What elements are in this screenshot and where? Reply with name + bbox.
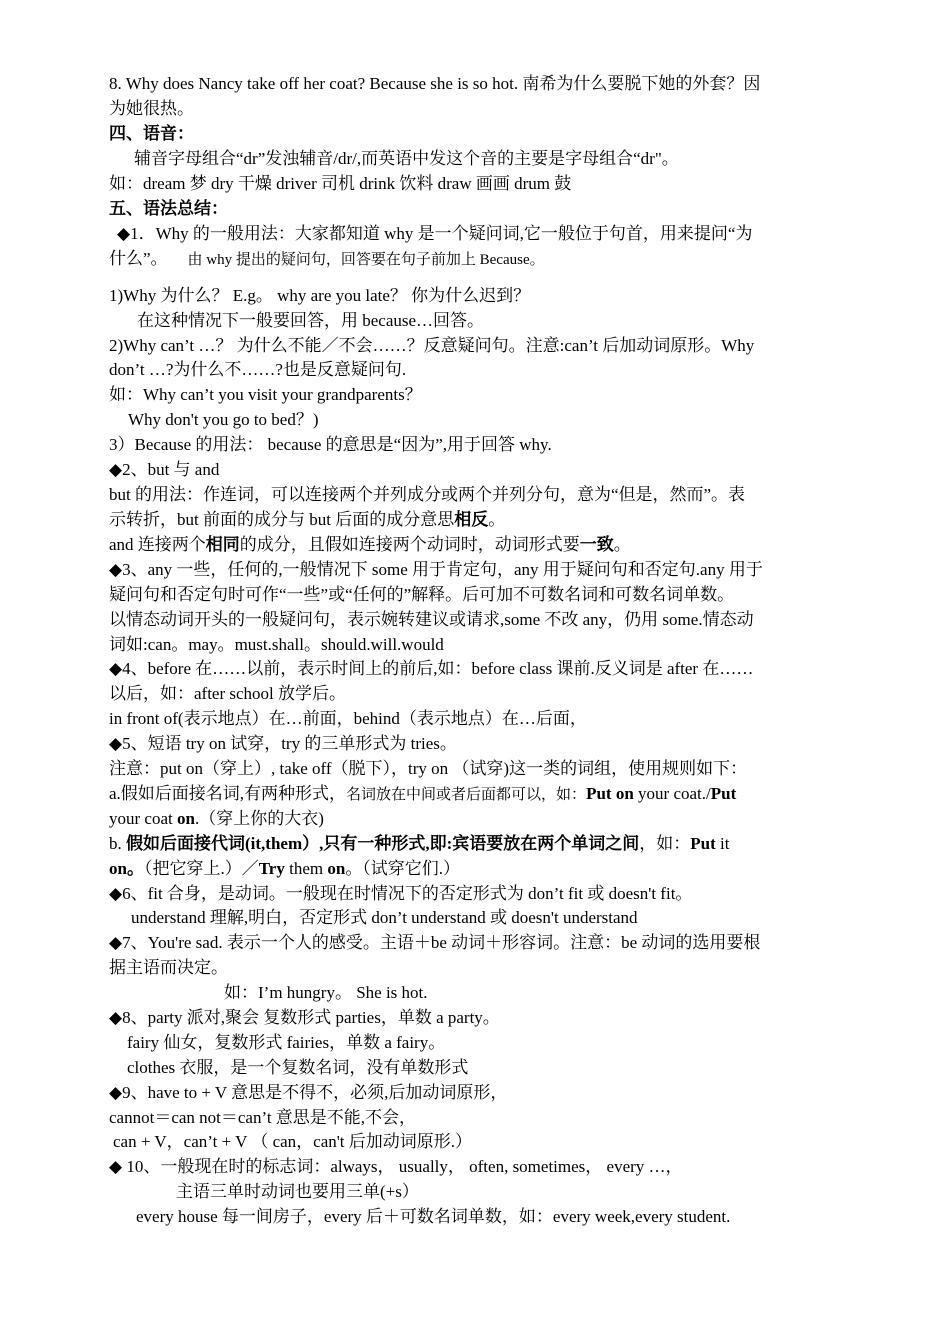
text-line: 辅音字母组合“dr”发浊辅音/dr/,而英语中发这个音的主要是字母组合“dr"。 [134, 149, 679, 168]
text-line: 注意：put on（穿上）, take off（脱下），try on （试穿)这一类的词组，使用规则如下： [109, 759, 748, 778]
text-line: 2)Why can’t …？ 为什么不能／不会……？反意疑问句。注意:can’t 后加动词原形。Why [109, 336, 755, 355]
text-span: on [327, 859, 346, 878]
text-line: in front of(表示地点）在…前面，behind（表示地点）在…后面， [109, 709, 587, 728]
text-line: 疑问句和否定句时可作“一些”或“任何的”解释。后可加不可数名词和可数名词单数。 [109, 585, 735, 604]
text-line [109, 783, 736, 806]
text-span: 相同 [205, 535, 240, 554]
text-line: 据主语而决定。 [109, 958, 228, 977]
text-line: understand 理解,明白，否定形式 don’t understand 或 doesn't understand [131, 908, 638, 927]
text-line: 在这种情况下一般要回答，用 because…回答。 [137, 311, 485, 330]
text-line: ◆9、have to + V 意思是不得不，必须,后加动词原形， [109, 1083, 508, 1102]
text-line: 以后，如：after school 放学后。 [109, 684, 347, 703]
text-span: your coat [109, 809, 177, 828]
text-span: 。 [488, 510, 506, 529]
text-span: 名词放在中间或者后面都可以，如： [346, 787, 587, 803]
text-line: fairy 仙女，复数形式 fairies，单数 a fairy。 [127, 1033, 446, 1052]
text-line: 以情态动词开头的一般疑问句，表示婉转建议或请求,some 不改 any，仍用 some.情态动 [109, 610, 754, 629]
text-span: .（穿上你的大衣) [194, 809, 324, 828]
text-line: 1)Why 为什么？ E.g。 why are you late？ 你为什么迟到？ [109, 286, 531, 305]
text-line: 如：Why can’t you visit your grandparents？ [109, 385, 422, 404]
text-line: 3）Because 的用法： because 的意思是“因为”,用于回答 why. [109, 435, 552, 454]
text-line: ◆7、You're sad. 表示一个人的感受。主语＋be 动词＋形容词。注意：be 动词的选用要根 [109, 933, 761, 952]
text-line: 为她很热。 [109, 99, 194, 118]
text-span: 示转折，but 前面的成分与 but 后面的成分意思 [109, 510, 455, 529]
section-heading: 四、语音： [109, 124, 194, 143]
text-span: 由 why 提出的疑问句，回答要在句子前加上 Because。 [187, 252, 545, 268]
text-span: ，如： [639, 834, 691, 853]
text-line: ◆2、but 与 and [109, 460, 220, 479]
text-line [109, 509, 505, 531]
text-line: every house 每一间房子，every 后＋可数名词单数，如：every week,every student. [136, 1207, 731, 1226]
text-line: 主语三单时动词也要用三单(+s） [176, 1182, 419, 1201]
text-line: ◆1．Why 的一般用法：大家都知道 why 是一个疑问词,它一般位于句首，用来提问“为 [117, 224, 753, 243]
text-line: ◆3、any 一些，任何的,一般情况下 some 用于肯定句，any 用于疑问句和否定句.any 用于 [109, 560, 763, 579]
text-line: don’t …?为什么不……?也是反意疑问句. [109, 360, 407, 379]
text-line: ◆4、before 在……以前，表示时间上的前后,如：before class 课前.反义词是 after 在…… [109, 659, 754, 678]
text-line: ◆8、party 派对,聚会 复数形式 parties，单数 a party。 [109, 1008, 500, 1027]
text-span: it [715, 834, 730, 853]
text-line [109, 808, 324, 830]
text-line: 如：I’m hungry。 She is hot. [224, 983, 428, 1002]
text-line: ◆5、短语 try on 试穿，try 的三单形式为 tries。 [109, 734, 457, 753]
text-line: Why don't you go to bed？) [128, 410, 319, 429]
text-span: （把它穿上.）／ [143, 859, 259, 878]
text-line [109, 858, 460, 880]
text-span: Try [258, 859, 285, 878]
text-line: clothes 衣服，是一个复数名词，没有单数形式 [127, 1058, 469, 1077]
text-span: on。 [109, 859, 144, 878]
text-line: 8. Why does Nancy take off her coat? Because she is so hot. 南希为什么要脱下她的外套？因 [109, 74, 761, 93]
text-span: b. [109, 834, 126, 853]
text-span: 什么”。 [109, 249, 168, 268]
text-span: 相反 [454, 510, 489, 529]
text-span: Put [710, 784, 737, 803]
text-line: can + V，can’t + V （ can，can't 后加动词原形.） [113, 1132, 473, 1151]
text-line: ◆ 10、一般现在时的标志词：always， usually， often, sometimes， every …， [109, 1157, 683, 1176]
text-span: Put on [586, 784, 634, 803]
text-span: 一致 [579, 535, 614, 554]
text-span: your coat./ [633, 784, 711, 803]
text-line [109, 534, 631, 556]
text-span: 。（试穿它们.） [345, 859, 461, 878]
text-line: 如：dream 梦 dry 干燥 driver 司机 drink 饮料 draw 画画 drum 鼓 [109, 174, 572, 193]
text-span: 的成分，且假如连接两个动词时，动词形式要 [239, 535, 580, 554]
text-span: them [284, 859, 328, 878]
text-line: cannot＝can not＝can’t 意思是不能,不会， [109, 1108, 417, 1127]
text-span: on [176, 809, 195, 828]
text-span: 假如后面接代词(it,them）,只有一种形式,即:宾语要放在两个单词之间 [126, 834, 640, 853]
text-span: 。 [613, 535, 631, 554]
text-line: but 的用法：作连词，可以连接两个并列成分或两个并列分句，意为“但是，然而”。表 [109, 485, 746, 504]
text-line [109, 248, 545, 271]
text-span: and 连接两个 [109, 535, 206, 554]
text-span: a.假如后面接名词,有两种形式， [109, 784, 347, 803]
text-line: ◆6、fit 合身，是动词。一般现在时情况下的否定形式为 don’t fit 或 doesn't fit。 [109, 884, 693, 903]
text-line: 词如:can。may。must.shall。should.will.would [109, 635, 444, 654]
section-heading: 五、语法总结： [109, 199, 228, 218]
text-span: Put [690, 834, 716, 853]
text-line [109, 833, 729, 855]
